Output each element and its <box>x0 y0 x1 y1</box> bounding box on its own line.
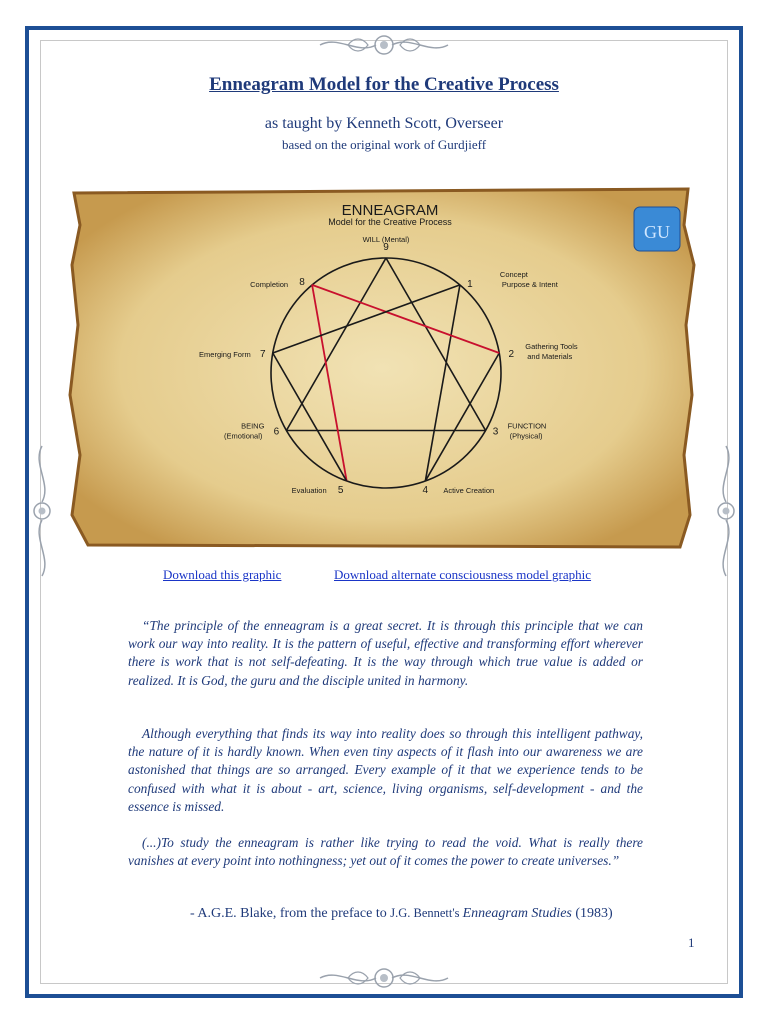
point-label-2: Gathering Tools <box>525 342 578 352</box>
quote-paragraph-2: Although everything that finds its way into reality does so through this intelligent pathway, the nature of it is hardly known. When even tiny aspects of it flash into our awareness we are astonished that things are so arranged. Every example of it that we experience tends to be confused with what it is about - art, science, living organisms, self-development - and the essence is missed. <box>128 726 643 814</box>
page-title: Enneagram Model for the Creative Process <box>209 74 559 95</box>
point-number-8: 8 <box>299 276 305 288</box>
point-number-9: 9 <box>383 242 389 253</box>
point-label-5: Evaluation <box>291 486 327 496</box>
page-number: 1 <box>688 935 695 950</box>
point-sublabel-3: (Physical) <box>509 431 543 441</box>
point-label-9: WILL (Mental) <box>362 235 410 244</box>
attribution-year: (1983) <box>571 906 613 921</box>
point-number-3: 3 <box>492 426 499 438</box>
point-sublabel-6: (Emotional) <box>224 431 263 441</box>
attribution-author: J.G. Bennett's <box>390 906 463 920</box>
point-label-3: FUNCTION <box>507 421 547 431</box>
point-label-6: BEING <box>241 421 265 431</box>
quote-paragraph-3: (...)To study the enneagram is rather like trying to read the void. What is really there vanishes at every point into nothingness; yet out of it comes the power to create universes.” <box>128 835 643 869</box>
logo-text: GU <box>644 222 670 242</box>
gu-logo <box>634 207 680 251</box>
enneagram-graphic[interactable] <box>68 185 698 551</box>
point-label-1: Concept <box>499 269 528 279</box>
point-number-1: 1 <box>467 278 473 290</box>
point-number-7: 7 <box>259 349 266 361</box>
right-ornament-icon <box>715 444 737 578</box>
download-graphic-link[interactable]: Download this graphic <box>163 567 282 582</box>
point-label-8: Completion <box>250 279 289 289</box>
graphic-heading: ENNEAGRAM <box>341 202 439 219</box>
quote-attribution <box>190 906 613 922</box>
point-number-5: 5 <box>337 485 344 497</box>
point-sublabel-1: Purpose & Intent <box>501 279 558 289</box>
point-number-6: 6 <box>273 426 280 438</box>
bottom-ornament-icon <box>318 966 450 990</box>
graphic-subheading: Model for the Creative Process <box>328 217 452 227</box>
quote-paragraph-1: “The principle of the enneagram is a great secret. It is through this principle that we can work our way into reality. It is the pattern of useful, effective and transforming effort wherever there is work that is not self-defeating. It is the way through which true value is added or realized. It is God, the guru and the disciple united in harmony. <box>128 618 643 688</box>
point-label-7: Emerging Form <box>199 350 251 360</box>
point-label-4: Active Creation <box>443 486 495 496</box>
point-sublabel-2: and Materials <box>527 352 573 362</box>
page-subtitle-secondary: based on the original work of Gurdjieff <box>281 137 487 152</box>
attribution-prefix: - A.G.E. Blake, from the preface to <box>190 906 391 921</box>
point-number-2: 2 <box>508 349 515 361</box>
download-alternate-link[interactable]: Download alternate consciousness model graphic <box>334 567 592 582</box>
left-ornament-icon <box>31 444 53 578</box>
top-ornament-icon <box>318 33 450 57</box>
page-subtitle: as taught by Kenneth Scott, Overseer <box>264 115 504 132</box>
attribution-book: Enneagram Studies <box>462 906 572 921</box>
point-number-4: 4 <box>422 485 429 497</box>
